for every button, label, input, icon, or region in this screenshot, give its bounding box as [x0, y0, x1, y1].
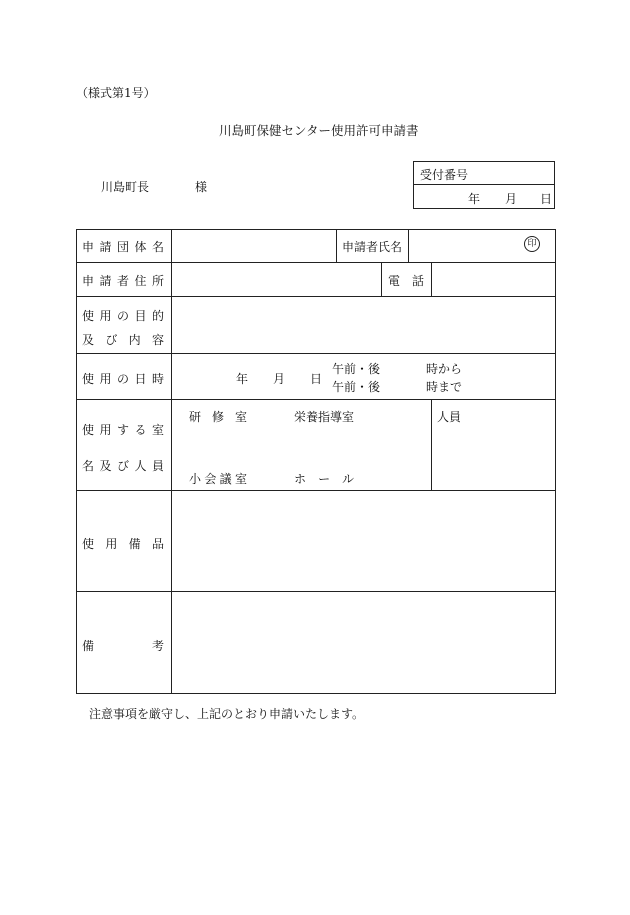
receipt-month: 月: [505, 192, 518, 206]
datetime-year: 年: [236, 372, 249, 386]
receipt-box: [413, 161, 555, 209]
datetime-from-suffix: 時から: [426, 362, 463, 376]
datetime-ampm-from: 午前・後: [332, 362, 381, 376]
footer-note: 注意事項を厳守し、上記のとおり申請いたします。: [89, 707, 365, 721]
equipment-label: 使用備品: [82, 537, 164, 551]
rooms-label-line2: 名及び人員: [82, 459, 164, 473]
phone-label: 電話: [388, 274, 424, 288]
applicant-name-label: 申請者氏名: [342, 240, 403, 254]
seal-mark: 印: [524, 236, 540, 252]
datetime-ampm-to: 午前・後: [332, 380, 381, 394]
room-option-nutrition: 栄養指導室: [294, 410, 355, 424]
form-number: （様式第1号）: [76, 86, 156, 100]
datetime-label: 使用の日時: [82, 372, 164, 386]
addressee-honorific: 様: [195, 180, 208, 194]
page-title: 川島町保健センター使用許可申請書: [219, 123, 419, 138]
datetime-month: 月: [273, 372, 286, 386]
receipt-day: 日: [540, 192, 553, 206]
room-option-training: 研修室: [189, 410, 247, 424]
rooms-label-line1: 使用する室: [82, 423, 164, 437]
receipt-year: 年: [468, 192, 481, 206]
address-label: 申請者住所: [82, 274, 164, 288]
group-name-label: 申請団体名: [82, 240, 164, 254]
people-label: 人員: [437, 410, 462, 424]
remarks-label: 備考: [82, 639, 164, 653]
room-option-meeting: 小会議室: [189, 472, 247, 486]
receipt-number-label: 受付番号: [420, 168, 469, 182]
purpose-label-line1: 使用の目的: [82, 309, 164, 323]
addressee-name: 川島町長: [101, 180, 150, 194]
datetime-to-suffix: 時まで: [426, 380, 463, 394]
room-option-hall: ホール: [294, 472, 354, 486]
datetime-day: 日: [310, 372, 323, 386]
purpose-label-line2: 及び内容: [82, 333, 164, 347]
